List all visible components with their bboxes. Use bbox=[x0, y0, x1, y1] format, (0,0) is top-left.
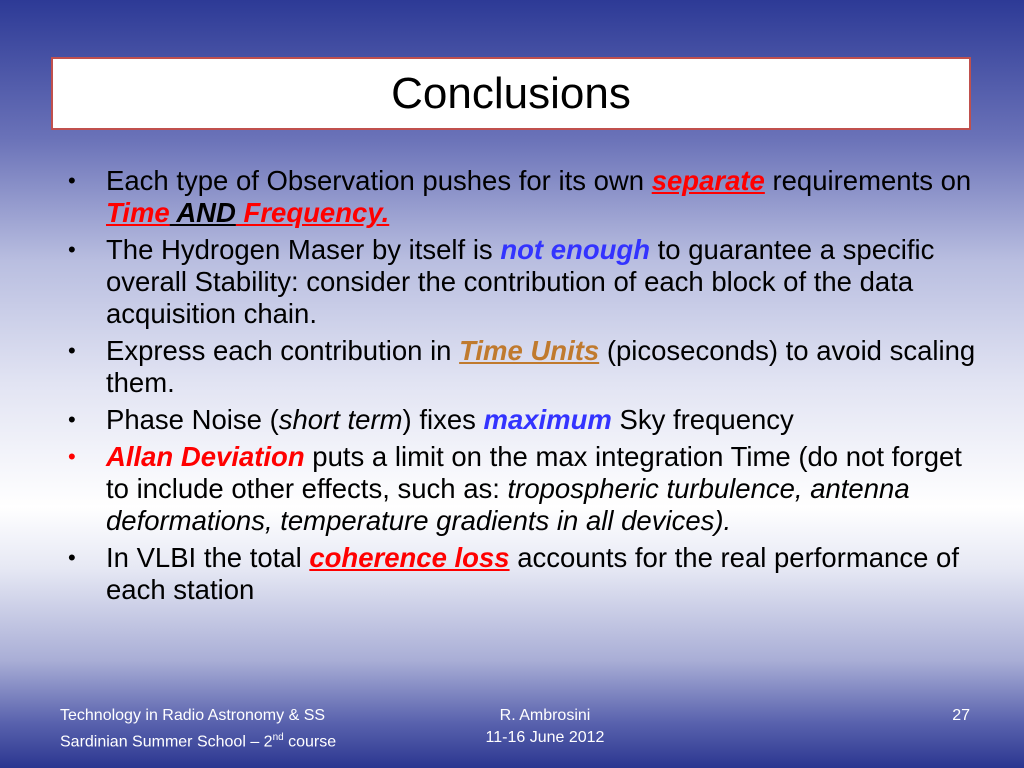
bullet-item bbox=[62, 542, 982, 606]
emphasis-time: Time bbox=[106, 197, 170, 228]
emphasis-short-term: short term bbox=[278, 404, 403, 435]
emphasis-allan-deviation: Allan Deviation bbox=[106, 441, 305, 472]
bullet-item bbox=[62, 234, 982, 330]
bullet-dot: • bbox=[68, 237, 76, 262]
bullet-text: The Hydrogen Maser by itself is bbox=[106, 234, 501, 265]
bullet-text: ) fixes bbox=[402, 404, 484, 435]
bullet-text: Sky frequency bbox=[611, 404, 794, 435]
footer-course-title: Technology in Radio Astronomy & SS bbox=[60, 707, 326, 724]
bullet-text: In VLBI the total bbox=[106, 542, 310, 573]
page-number: 27 bbox=[952, 707, 970, 724]
bullet-dot: • bbox=[68, 338, 76, 363]
bullet-dot: • bbox=[68, 407, 76, 432]
emphasis-effects-list: tropospheric turbulence, antenna deformations, temperature gradients in all devices). bbox=[106, 473, 910, 536]
footer-left bbox=[60, 705, 336, 753]
footer-superscript: nd bbox=[272, 732, 284, 743]
emphasis-coherence-loss: coherence loss bbox=[309, 542, 510, 573]
footer-author: R. Ambrosini bbox=[499, 707, 591, 724]
emphasis-maximum: maximum bbox=[483, 404, 612, 435]
bullet-text: Phase Noise ( bbox=[106, 404, 279, 435]
bullet-list bbox=[62, 165, 982, 611]
bullet-item bbox=[62, 404, 982, 436]
emphasis-and: AND bbox=[169, 197, 236, 228]
emphasis-separate: separate bbox=[651, 165, 765, 196]
footer-school-text: Sardinian Summer School – 2 bbox=[60, 733, 273, 751]
emphasis-not-enough: not enough bbox=[500, 234, 651, 265]
bullet-text: Express each contribution in bbox=[106, 335, 460, 366]
bullet-text: puts a limit on the max integration Time (do not forget to include other effects, such as: bbox=[106, 441, 962, 504]
footer-course-text: course bbox=[283, 733, 337, 751]
bullet-text: to guarantee a specific overall Stability: consider the contribution of each block of the data acquisition chain. bbox=[106, 234, 935, 329]
bullet-text: (picoseconds) to avoid scaling them. bbox=[106, 335, 976, 398]
bullet-item bbox=[62, 335, 982, 399]
emphasis-frequency: Frequency. bbox=[235, 197, 390, 228]
footer-date: 11-16 June 2012 bbox=[485, 729, 605, 746]
bullet-item bbox=[62, 165, 982, 229]
bullet-text: accounts for the real performance of each station bbox=[106, 542, 959, 605]
bullet-text: requirements on bbox=[764, 165, 972, 196]
bullet-dot: • bbox=[68, 444, 76, 469]
emphasis-time-units: Time Units bbox=[459, 335, 600, 366]
slide-title: Conclusions bbox=[391, 68, 631, 118]
bullet-text: Each type of Observation pushes for its own bbox=[106, 165, 652, 196]
bullet-dot: • bbox=[68, 545, 76, 570]
bullet-dot: • bbox=[68, 168, 76, 193]
title-box bbox=[51, 57, 971, 130]
footer-center bbox=[470, 705, 620, 749]
footer-school-line bbox=[60, 727, 336, 753]
bullet-item bbox=[62, 441, 982, 537]
